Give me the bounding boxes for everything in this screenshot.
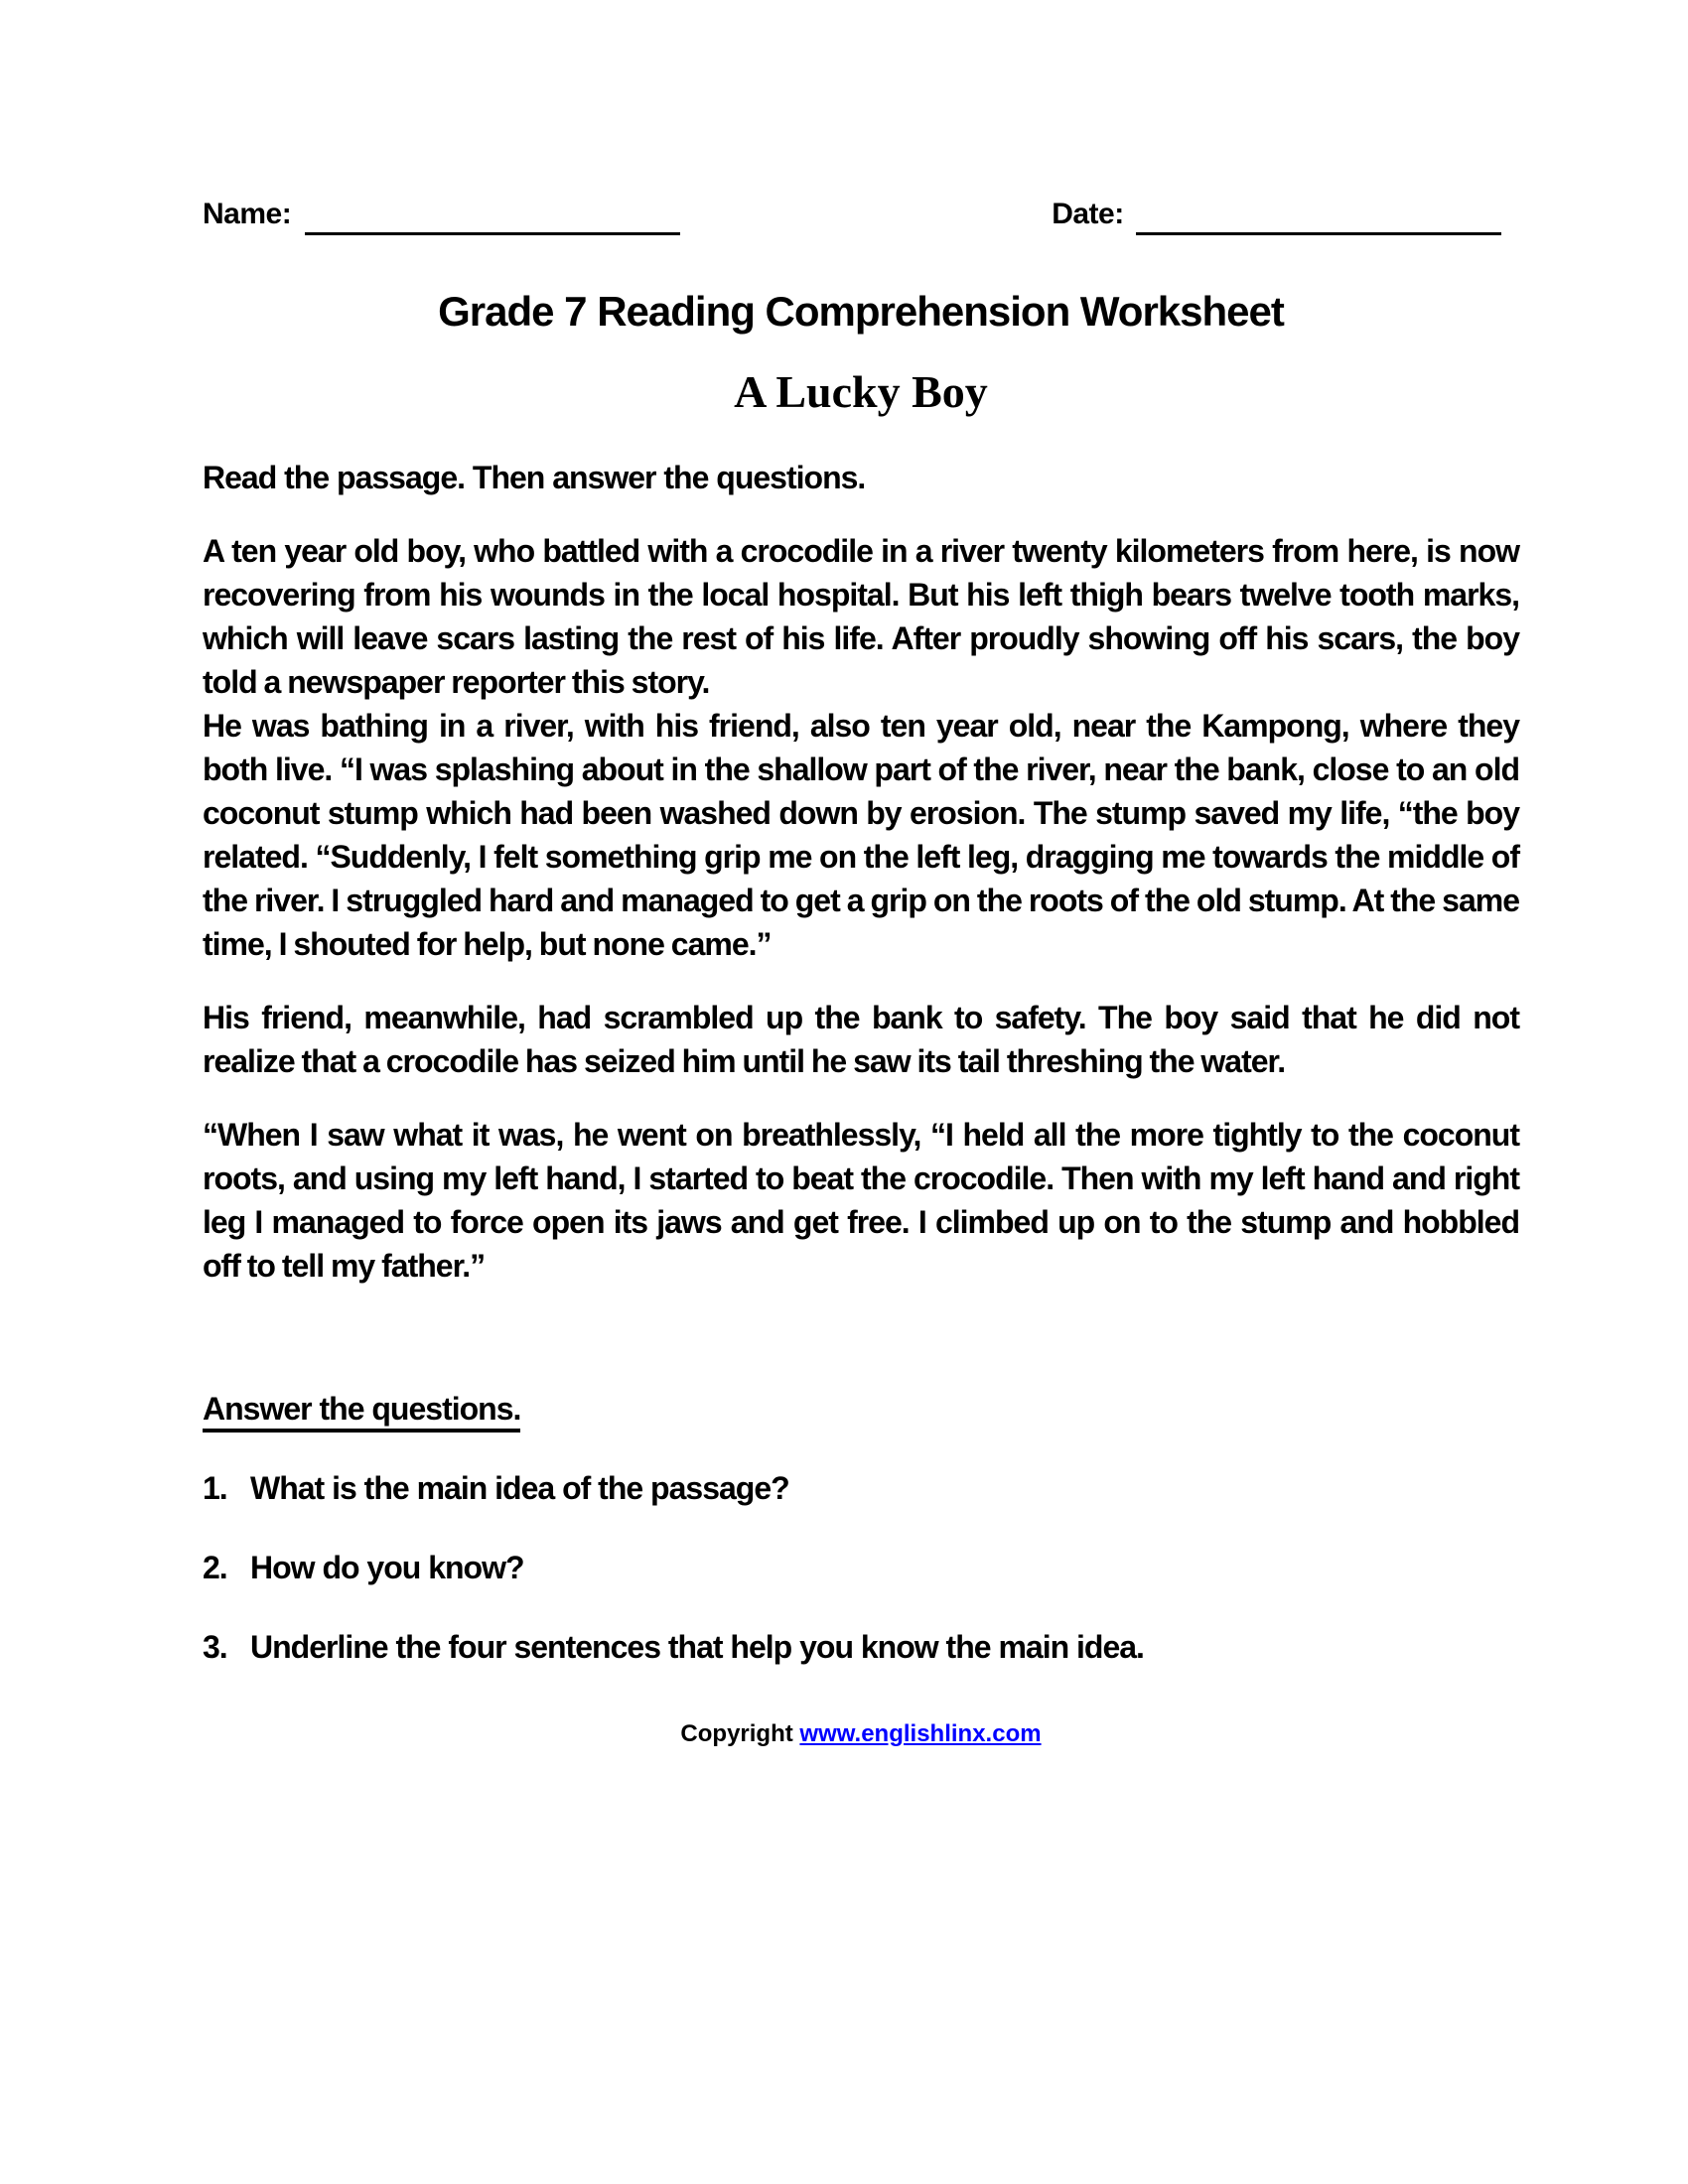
question-number: 2. xyxy=(203,1550,227,1585)
passage-body xyxy=(203,529,1519,1288)
passage-title: A Lucky Boy xyxy=(734,366,988,417)
passage-paragraph-2: He was bathing in a river, with his friend, also ten year old, near the Kampong, where they both live. “I was splashing about in the shallow part of the river, near the bank, close to an old coconut stump which had been washed down by erosion. The stump saved my life, “the boy related. “Suddenly, I felt something grip me on the left leg, dragging me towards the middle of the river. I struggled hard and managed to get a grip on the roots of the old stump. At the same time, I shouted for help, but none came.” xyxy=(203,708,1519,962)
date-label: Date: xyxy=(1052,198,1124,230)
name-date-row xyxy=(203,184,1519,235)
questions-list xyxy=(203,1466,1519,1669)
question-item-1 xyxy=(203,1466,1519,1510)
passage-paragraph-4: “When I saw what it was, he went on breathlessly, “I held all the more tightly to the coconut roots, and using my left hand, I started to beat the crocodile. Then with my left hand and right leg I managed to force open its jaws and get free. I climbed up on to the stump and hobbled off to tell my father.” xyxy=(203,1117,1519,1284)
question-number: 1. xyxy=(203,1470,227,1506)
date-field-group xyxy=(1052,193,1501,235)
copyright-text: Copyright xyxy=(680,1720,793,1747)
question-text: What is the main idea of the passage? xyxy=(250,1470,789,1506)
question-text: How do you know? xyxy=(250,1550,524,1585)
name-label: Name: xyxy=(203,198,292,230)
questions-heading: Answer the questions. xyxy=(203,1387,1519,1431)
date-blank-line xyxy=(1136,193,1501,235)
instructions-text: Read the passage. Then answer the questions. xyxy=(203,460,866,495)
question-item-3 xyxy=(203,1625,1519,1669)
passage-paragraph-1: A ten year old boy, who battled with a crocodile in a river twenty kilometers from here, is now recovering from his wounds in the local hospital. But his left thigh bears twelve tooth marks, which will leave scars lasting the rest of his life. After proudly showing off his scars, the boy told a newspaper reporter this story. xyxy=(203,533,1519,700)
question-text: Underline the four sentences that help you know the main idea. xyxy=(250,1629,1144,1665)
copyright-link[interactable]: www.englishlinx.com xyxy=(799,1720,1042,1747)
question-item-2 xyxy=(203,1546,1519,1589)
question-number: 3. xyxy=(203,1629,227,1665)
footer xyxy=(203,1720,1519,1748)
worksheet-title: Grade 7 Reading Comprehension Worksheet xyxy=(438,288,1284,335)
passage-paragraph-3: His friend, meanwhile, had scrambled up the bank to safety. The boy said that he did not realize that a crocodile has seized him until he saw its tail threshing the water. xyxy=(203,1000,1519,1079)
name-blank-line xyxy=(305,193,680,235)
name-field-group xyxy=(203,193,680,235)
